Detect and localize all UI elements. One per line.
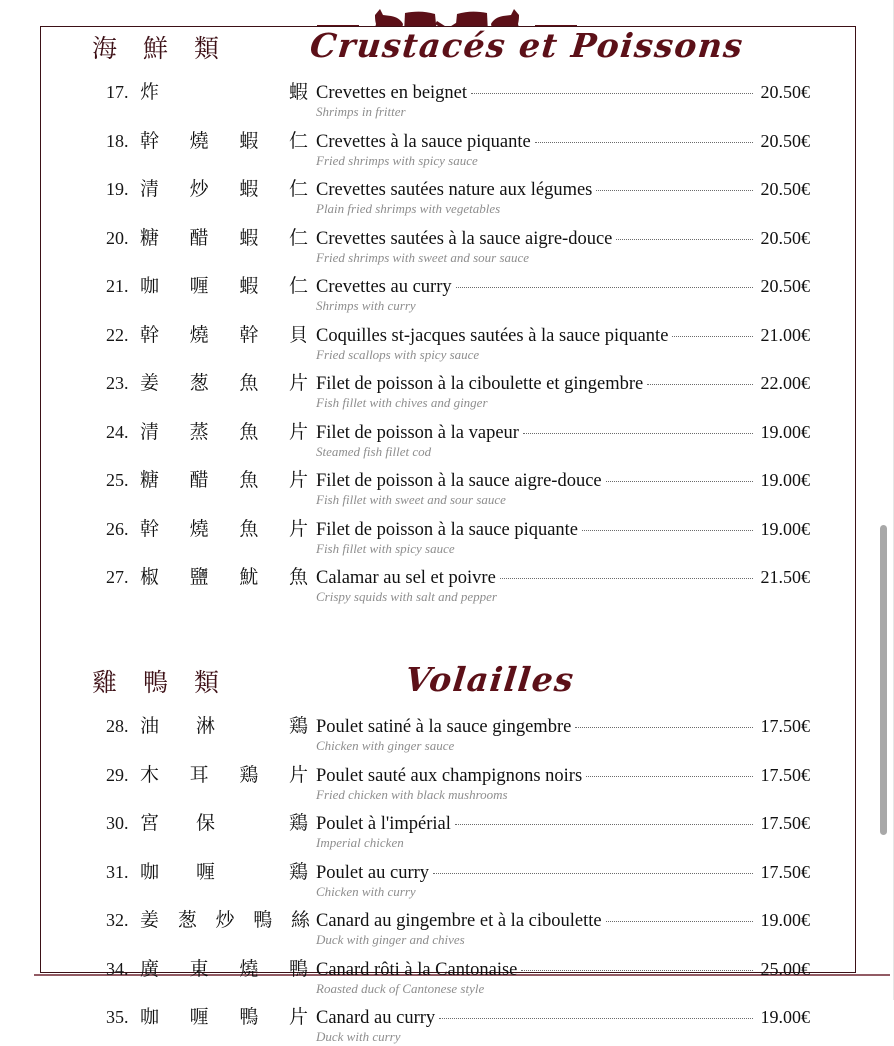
dot-leader [606,921,753,922]
cn-glyph: 絲 [290,909,310,932]
item-name-cn [140,954,316,981]
item-name-fr: Canard au gingembre et à la ciboulette [316,911,602,932]
cn-glyph: 清 [140,420,160,443]
cn-glyph: 鴨 [288,957,308,980]
cn-glyph: 葱 [189,372,209,395]
dot-leader [647,384,752,385]
item-name-fr: Crevettes sautées à la sauce aigre-douce [316,228,613,249]
item-price: 19.00€ [760,518,810,539]
item-number: 26. [106,518,129,539]
item-name-cn [140,808,316,835]
item-price: 25.00€ [760,958,810,979]
item-name-fr: Filet de poisson à la vapeur [316,422,519,443]
item-number: 22. [106,324,129,345]
item-name-cn [140,562,316,589]
cn-glyph: 燒 [189,129,209,152]
item-number: 19. [106,179,129,200]
item-name-fr: Poulet à l'impérial [316,814,451,835]
cn-glyph: 姜 [140,909,160,932]
cn-glyph: 蝦 [288,81,308,103]
dot-leader [471,93,752,94]
item-name-fr: Poulet au curry [316,862,430,883]
section-seafood [40,26,856,606]
dot-leader [523,433,753,434]
item-number: 34. [106,958,129,979]
cn-glyph: 幹 [140,129,160,152]
dot-leader [521,970,752,971]
item-description: Chicken with ginger sauce [316,738,455,754]
cn-glyph: 魚 [288,566,308,589]
item-number: 30. [106,813,129,834]
cn-glyph: 東 [189,957,209,980]
dot-leader [582,530,752,531]
cn-glyph: 喱 [189,1006,209,1029]
item-price: 22.00€ [760,373,810,394]
item-number: 21. [106,276,129,297]
cn-glyph: 仁 [288,226,308,249]
item-description: Shrimps with curry [316,298,416,314]
item-description: Fried shrimps with sweet and sour sauce [316,249,530,265]
item-number: 31. [106,861,129,882]
item-number: 35. [106,1007,129,1028]
menu-item[interactable] [40,1002,856,1046]
cn-glyph: 幹 [140,517,160,540]
item-name-fr: Coquilles st-jacques sautées à la sauce piquante [316,325,669,346]
item-name-fr: Filet de poisson à la sauce aigre-douce [316,471,602,492]
item-name-cn [140,711,316,738]
item-price: 19.00€ [760,1007,810,1028]
cn-glyph: 喱 [189,275,209,298]
cn-glyph: 葱 [177,909,197,932]
item-description: Fish fillet with sweet and sour sauce [316,492,506,508]
item-description: Crispy squids with salt and pepper [316,589,497,605]
cn-glyph: 蝦 [239,178,259,201]
item-price: 20.50€ [760,130,810,151]
cn-glyph: 醋 [189,469,209,492]
cn-glyph: 鹽 [189,566,209,589]
section-header-poultry [40,660,856,699]
item-number: 23. [106,373,129,394]
item-price: 17.50€ [760,861,810,882]
dot-leader [672,336,752,337]
menu-item[interactable] [40,417,856,461]
item-name-cn [140,271,316,298]
cn-glyph: 油 [140,715,160,738]
dot-leader [575,727,752,728]
item-description: Chicken with curry [316,883,416,899]
item-name-cn [140,1002,316,1029]
menu-item[interactable] [40,271,856,315]
item-price: 20.50€ [760,179,810,200]
item-name-fr: Calamar au sel et poivre [316,568,496,589]
item-name-fr: Canard au curry [316,1008,436,1029]
item-number: 20. [106,227,129,248]
item-name-fr: Crevettes à la sauce piquante [316,131,531,152]
cn-glyph: 貝 [288,323,308,346]
section-poultry [40,660,856,1046]
cn-glyph: 幹 [140,323,160,346]
dot-leader [500,578,753,579]
menu-item[interactable] [40,77,856,121]
item-name-cn [140,77,316,104]
item-price: 17.50€ [760,764,810,785]
cn-glyph: 糖 [140,469,160,492]
cn-glyph: 燒 [189,323,209,346]
item-name-cn [140,760,316,787]
cn-glyph: 魚 [239,420,259,443]
cn-glyph: 炸 [140,81,160,103]
cn-glyph: 椒 [140,566,160,589]
item-number: 25. [106,470,129,491]
item-name-cn [140,417,316,444]
menu-item[interactable] [40,954,856,998]
cn-glyph: 仁 [288,178,308,201]
menu-item[interactable] [40,711,856,755]
cn-glyph: 蝦 [239,275,259,298]
item-price: 21.50€ [760,567,810,588]
cn-glyph: 宮 [140,812,160,835]
item-name-cn [140,465,316,492]
menu-item[interactable] [40,760,856,804]
menu-item[interactable] [40,808,856,852]
item-description: Fish fillet with chives and ginger [316,395,488,411]
cn-glyph: 鶏 [239,763,259,786]
item-description: Roasted duck of Cantonese style [316,980,485,996]
menu-item[interactable] [40,562,856,606]
item-name-fr: Poulet satiné à la sauce gingembre [316,717,572,738]
item-name-fr: Filet de poisson à la sauce piquante [316,519,579,540]
item-description: Imperial chicken [316,835,404,851]
menu-content [40,26,856,1045]
item-price: 20.50€ [760,227,810,248]
item-name-cn [140,514,316,541]
cn-glyph: 鶏 [288,715,308,738]
item-number: 18. [106,130,129,151]
item-description: Fried shrimps with spicy sauce [316,152,478,168]
item-price: 20.50€ [760,276,810,297]
cn-glyph: 魚 [239,372,259,395]
item-number: 24. [106,421,129,442]
item-price: 17.50€ [760,813,810,834]
section-title-fr-poultry: Volailles [403,660,577,700]
cn-glyph: 鴨 [253,909,273,932]
cn-glyph: 炒 [189,178,209,201]
menu-item[interactable] [40,368,856,412]
cn-glyph: 魚 [239,517,259,540]
cn-glyph: 糖 [140,226,160,249]
cn-glyph: 咖 [140,1006,160,1029]
item-price: 17.50€ [760,716,810,737]
cn-glyph: 保 [196,812,216,835]
dot-leader [456,287,753,288]
cn-glyph: 蒸 [189,420,209,443]
cn-glyph: 片 [288,1006,308,1029]
menu-item[interactable] [40,223,856,267]
section-header-seafood [40,26,856,65]
cn-glyph: 姜 [140,372,160,395]
dot-leader [439,1018,752,1019]
menu-item[interactable] [40,857,856,901]
item-number: 29. [106,764,129,785]
cn-glyph: 廣 [140,957,160,980]
cn-glyph: 喱 [196,860,216,883]
cn-glyph: 魷 [239,566,259,589]
cn-glyph: 醋 [189,226,209,249]
dot-leader [455,824,753,825]
menu-item[interactable] [40,514,856,558]
cn-glyph: 仁 [288,275,308,298]
cn-glyph: 咖 [140,275,160,298]
cn-glyph: 咖 [140,860,160,883]
item-name-cn [140,126,316,153]
item-number: 27. [106,567,129,588]
item-number: 17. [106,82,129,102]
dot-leader [616,239,752,240]
item-description: Duck with ginger and chives [316,932,465,948]
dot-leader [535,142,753,143]
cn-glyph: 片 [288,763,308,786]
cn-glyph: 幹 [239,323,259,346]
cn-glyph: 鶏 [288,860,308,883]
cn-glyph: 片 [288,372,308,395]
cn-glyph: 炒 [215,909,235,932]
item-name-fr: Crevettes sautées nature aux légumes [316,180,593,201]
item-name-cn [140,368,316,395]
menu-item[interactable] [40,126,856,170]
menu-item[interactable] [40,465,856,509]
cn-glyph: 仁 [288,129,308,152]
cn-glyph: 魚 [239,469,259,492]
menu-item[interactable] [40,174,856,218]
item-name-fr: Crevettes en beignet [316,83,468,103]
item-name-cn [140,320,316,347]
cn-glyph: 淋 [196,715,216,738]
cn-glyph: 燒 [189,517,209,540]
cn-glyph: 鶏 [288,812,308,835]
item-name-fr: Poulet sauté aux champignons noirs [316,765,583,786]
section-title-cn-poultry: 雞 鴨 類 [92,668,228,698]
cn-glyph: 木 [140,763,160,786]
item-name-fr: Filet de poisson à la ciboulette et gingembre [316,374,644,395]
item-name-fr: Crevettes au curry [316,277,452,298]
scrollbar-thumb[interactable] [880,525,887,835]
section-title-fr-seafood: Crustacés et Poissons [308,26,746,65]
cn-glyph: 片 [288,420,308,443]
item-description: Duck with curry [316,1029,401,1045]
item-price: 19.00€ [760,470,810,491]
item-name-cn [140,223,316,250]
cn-glyph: 片 [288,517,308,540]
section-title-cn-seafood: 海 鮮 類 [92,34,228,63]
menu-item[interactable] [40,905,856,949]
dot-leader [596,190,752,191]
cn-glyph: 鴨 [239,1006,259,1029]
item-description: Steamed fish fillet cod [316,443,432,459]
cn-glyph: 蝦 [239,129,259,152]
item-description: Fried scallops with spicy sauce [316,346,480,362]
item-price: 19.00€ [760,421,810,442]
cn-glyph: 片 [288,469,308,492]
item-number: 32. [106,910,129,931]
item-name-fr: Canard rôti à la Cantonaise [316,959,518,980]
item-description: Fish fillet with spicy sauce [316,540,455,556]
item-description: Fried chicken with black mushrooms [316,786,508,802]
item-name-cn [140,857,316,884]
cn-glyph: 燒 [239,957,259,980]
menu-item[interactable] [40,320,856,364]
item-price: 19.00€ [760,910,810,931]
cn-glyph: 耳 [189,763,209,786]
cn-glyph: 蝦 [239,226,259,249]
dot-leader [433,873,752,874]
scrollbar-track[interactable] [878,0,890,1000]
item-price: 21.00€ [760,324,810,345]
item-name-cn [140,174,316,201]
item-number: 28. [106,716,129,737]
dot-leader [606,481,753,482]
item-price: 20.50€ [760,82,810,102]
cn-glyph: 清 [140,178,160,201]
item-description: Plain fried shrimps with vegetables [316,201,501,217]
dot-leader [586,776,752,777]
item-name-cn [140,905,316,932]
item-description: Shrimps in fritter [316,104,406,119]
